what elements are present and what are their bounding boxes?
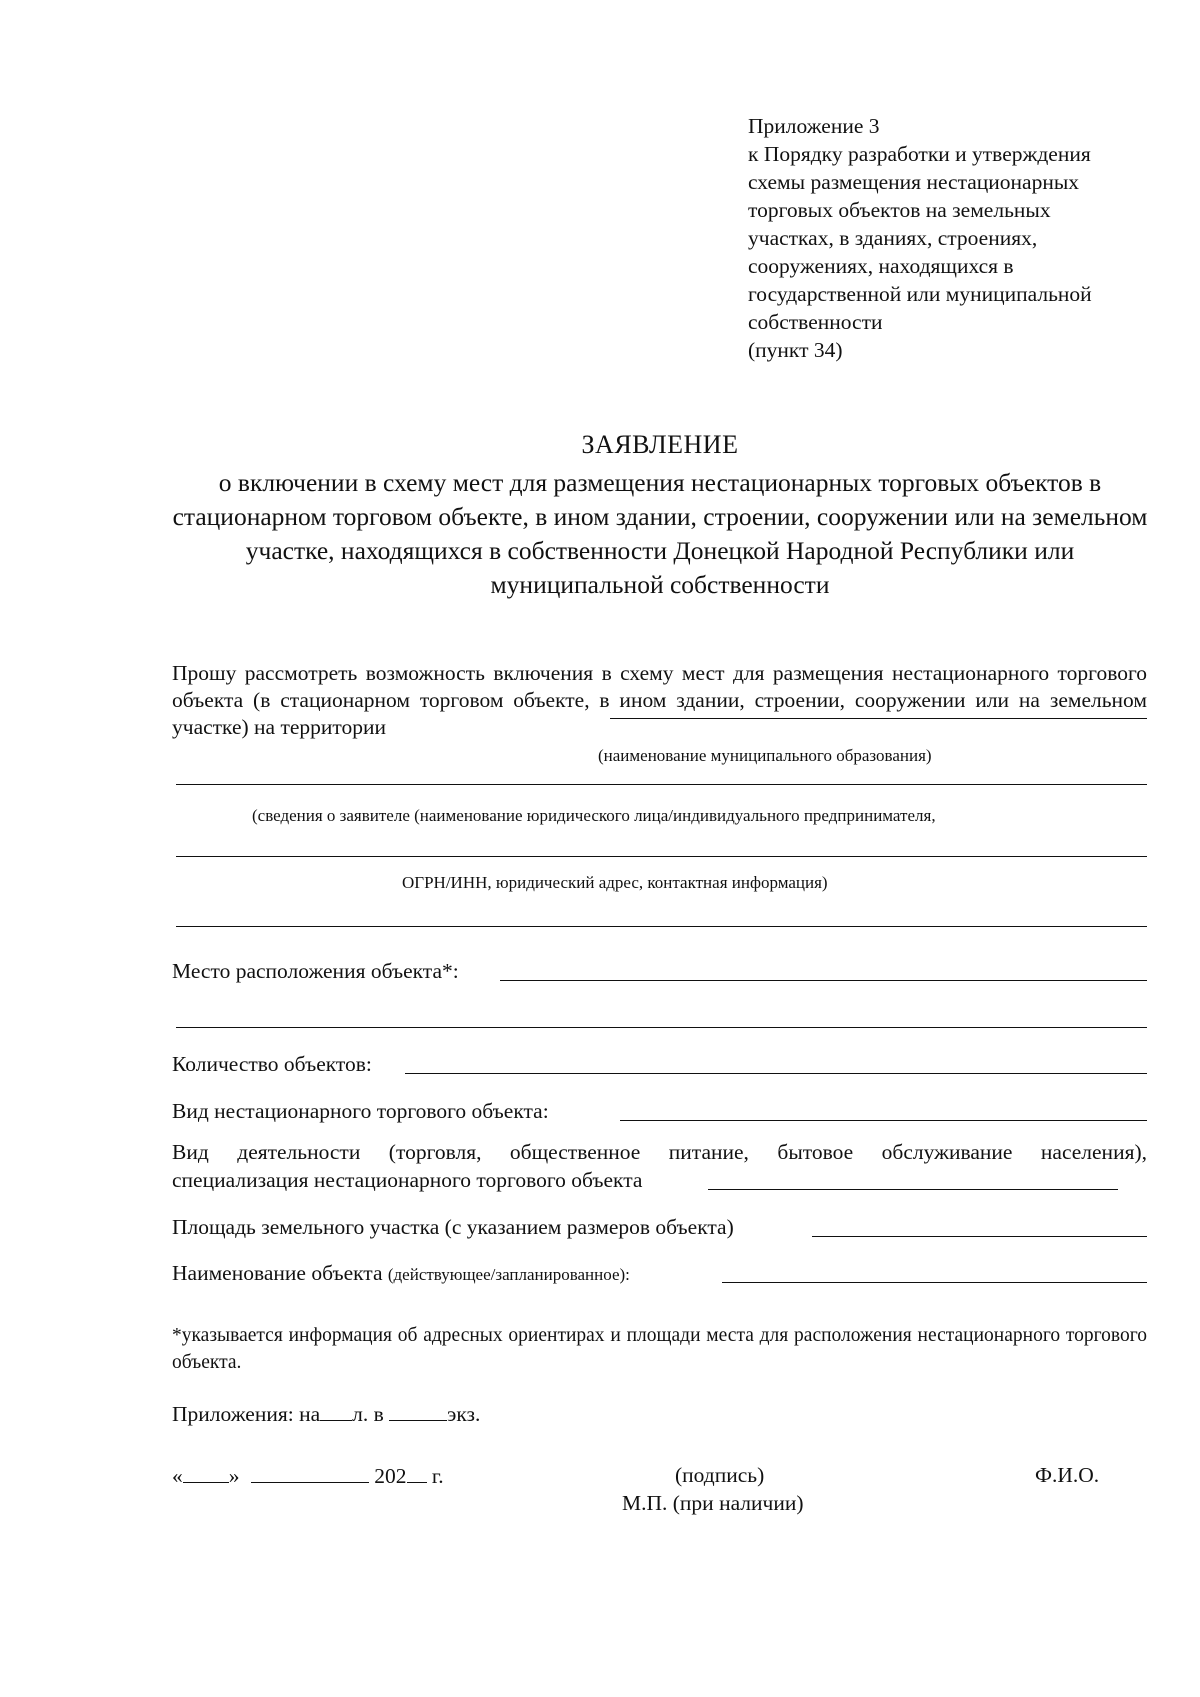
applicant-line-3[interactable] — [176, 926, 1147, 927]
municipality-caption: (наименование муниципального образования) — [598, 746, 932, 765]
year-blank[interactable] — [407, 1462, 427, 1483]
copies-count-blank[interactable] — [389, 1400, 447, 1421]
footnote: *указывается информация об адресных ориентирах и площади места для расположения нестационарного торгового объекта. — [172, 1325, 1147, 1373]
sheets-count-blank[interactable] — [320, 1400, 352, 1421]
kind-label: Вид нестационарного торгового объекта: — [172, 1099, 549, 1123]
attachments-suffix: экз. — [447, 1402, 481, 1426]
name-label: Наименование объекта — [172, 1261, 383, 1285]
year-suffix: г. — [431, 1464, 444, 1488]
count-line[interactable] — [405, 1073, 1147, 1074]
document-subtitle: о включении в схему мест для размещения нестационарных торговых объектов в стационарном торговом объекте, в ином здании, строении, сооружении или на земельном участке, находящихся в собственности Донецкой Народной Республики или муниципальной собственности — [172, 468, 1148, 599]
applicant-caption-1: (сведения о заявителе (наименование юридического лица/индивидуального предпринимателя, — [252, 806, 936, 825]
attachments-prefix: Приложения: на — [172, 1402, 321, 1426]
activity-label-line2: специализация нестационарного торгового объекта — [172, 1168, 643, 1192]
attachments-middle: л. в — [352, 1402, 384, 1426]
annex-line: сооружениях, находящихся в — [748, 254, 1014, 278]
quote-close: » — [228, 1464, 240, 1488]
day-blank[interactable] — [183, 1462, 229, 1483]
fio-label: Ф.И.О. — [1035, 1463, 1100, 1487]
signature-label: (подпись) — [675, 1463, 765, 1487]
annex-line: торговых объектов на земельных — [748, 198, 1051, 222]
applicant-caption-2: ОГРН/ИНН, юридический адрес, контактная информация) — [402, 873, 828, 892]
municipality-line[interactable] — [610, 718, 1147, 719]
name-label-row — [172, 1260, 630, 1288]
annex-line: Приложение 3 — [748, 114, 880, 138]
location-label: Место расположения объекта*: — [172, 959, 459, 983]
activity-line[interactable] — [708, 1189, 1118, 1190]
annex-line: государственной или муниципальной — [748, 282, 1092, 306]
applicant-line-2[interactable] — [176, 856, 1147, 857]
stamp-label: М.П. (при наличии) — [622, 1491, 804, 1515]
annex-line: собственности — [748, 310, 883, 334]
annex-line: (пункт 34) — [748, 338, 843, 362]
location-line[interactable] — [500, 980, 1147, 981]
quote-open: « — [172, 1464, 183, 1488]
year-prefix: 202 — [374, 1464, 407, 1488]
count-label: Количество объектов: — [172, 1052, 372, 1076]
name-line[interactable] — [722, 1282, 1147, 1283]
document-title: ЗАЯВЛЕНИЕ — [581, 430, 739, 459]
date-row — [172, 1462, 444, 1489]
request-paragraph: Прошу рассмотреть возможность включения в схему мест для размещения нестационарного торгового объекта (в стационарном торговом объекте, в ином здании, строении, сооружении или на земельном участке) на территории — [172, 661, 1147, 739]
activity-label-line1: Вид деятельности (торговля, общественное питание, бытовое обслуживание населения), — [172, 1140, 1147, 1164]
kind-line[interactable] — [620, 1120, 1147, 1121]
annex-line: схемы размещения нестационарных — [748, 170, 1080, 194]
annex-block — [748, 112, 1168, 364]
name-hint: (действующее/запланированное): — [387, 1265, 630, 1284]
area-line[interactable] — [812, 1236, 1147, 1237]
attachments-row — [172, 1400, 480, 1427]
month-blank[interactable] — [251, 1462, 369, 1483]
annex-line: участках, в зданиях, строениях, — [748, 226, 1038, 250]
location-line-2[interactable] — [176, 1027, 1147, 1028]
annex-line: к Порядку разработки и утверждения — [748, 142, 1091, 166]
applicant-line-1[interactable] — [176, 784, 1147, 785]
area-label: Площадь земельного участка (с указанием размеров объекта) — [172, 1215, 734, 1239]
